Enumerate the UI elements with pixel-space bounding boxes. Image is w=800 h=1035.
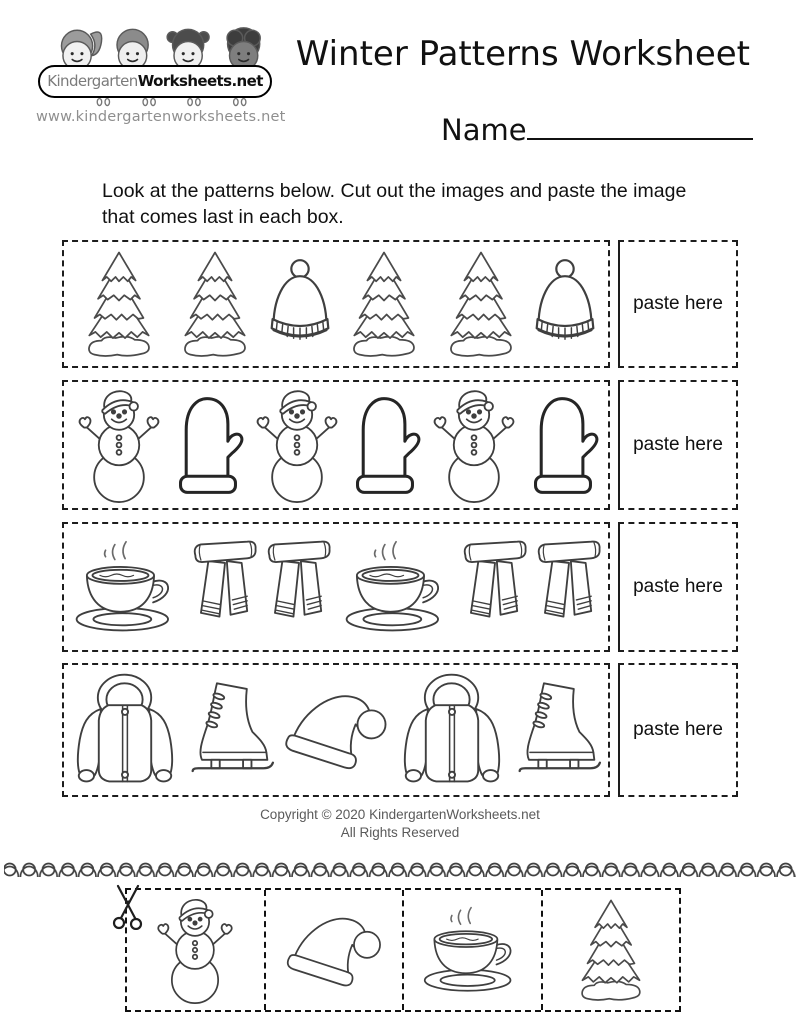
scallop-border-icon [0, 852, 800, 879]
scarf-image [458, 535, 532, 639]
beanie-image [268, 257, 332, 352]
instructions-text: Look at the patterns below. Cut out the images and paste the image that comes last in each box. [102, 180, 687, 228]
tree-image [171, 249, 259, 359]
skate-image [512, 674, 602, 786]
cocoa-image [415, 905, 529, 996]
paste-here-box [618, 522, 738, 652]
mitten-image [527, 390, 599, 500]
pattern-strip [62, 380, 610, 510]
cutout-box [543, 890, 680, 1010]
name-label: Name [441, 113, 527, 147]
copyright-line1: Copyright © 2020 KindergartenWorksheets.net [260, 807, 540, 822]
snowman-image [428, 387, 520, 503]
mitten-image [172, 390, 244, 500]
pattern-row-3 [62, 522, 738, 652]
tree-image [437, 249, 525, 359]
mitten-image [349, 390, 421, 500]
copyright-block [0, 806, 800, 842]
skate-image [185, 674, 275, 786]
snowman-image [251, 387, 343, 503]
santa-hat-image [279, 685, 393, 775]
cutout-box [266, 890, 405, 1010]
logo-sign [38, 65, 272, 98]
paste-here-label: paste here [633, 293, 723, 314]
pattern-strip [62, 522, 610, 652]
cocoa-image [66, 539, 188, 636]
snowman-image [73, 387, 165, 503]
scissors-icon [108, 882, 148, 930]
santa-hat-image [281, 908, 387, 992]
scarf-image [188, 535, 262, 639]
logo-brand-part2: Worksheets.net [137, 72, 263, 90]
logo-url: www.kindergartenworksheets.net [36, 109, 286, 125]
cocoa-image [336, 539, 458, 636]
name-blank-line [527, 108, 753, 140]
scarf-image [532, 535, 606, 639]
copyright-line2: All Rights Reserved [340, 825, 460, 840]
paste-here-box [618, 240, 738, 368]
coat-image [397, 669, 507, 791]
pattern-row-4 [62, 663, 738, 797]
tree-image [569, 897, 653, 1003]
paste-here-label: paste here [633, 434, 723, 455]
logo-brand-part1: Kindergarten [47, 72, 138, 90]
pattern-strip [62, 240, 610, 368]
tree-image [75, 249, 163, 359]
page-title: Winter Patterns Worksheet [295, 34, 750, 74]
paste-here-label: paste here [633, 576, 723, 597]
pattern-strip [62, 663, 610, 797]
pattern-row-1 [62, 240, 738, 368]
site-logo [36, 10, 286, 125]
cutout-box [404, 890, 543, 1010]
beanie-image [533, 257, 597, 352]
name-row [441, 108, 753, 147]
snowman-image [152, 896, 238, 1004]
coat-image [70, 669, 180, 791]
kids-feet-icon [42, 97, 268, 108]
scarf-image [262, 535, 336, 639]
kids-logo-icon [42, 10, 268, 72]
paste-here-box [618, 380, 738, 510]
pattern-row-2 [62, 380, 738, 510]
cutout-strip [125, 888, 681, 1012]
paste-here-label: paste here [633, 719, 723, 740]
tree-image [340, 249, 428, 359]
paste-here-box [618, 663, 738, 797]
